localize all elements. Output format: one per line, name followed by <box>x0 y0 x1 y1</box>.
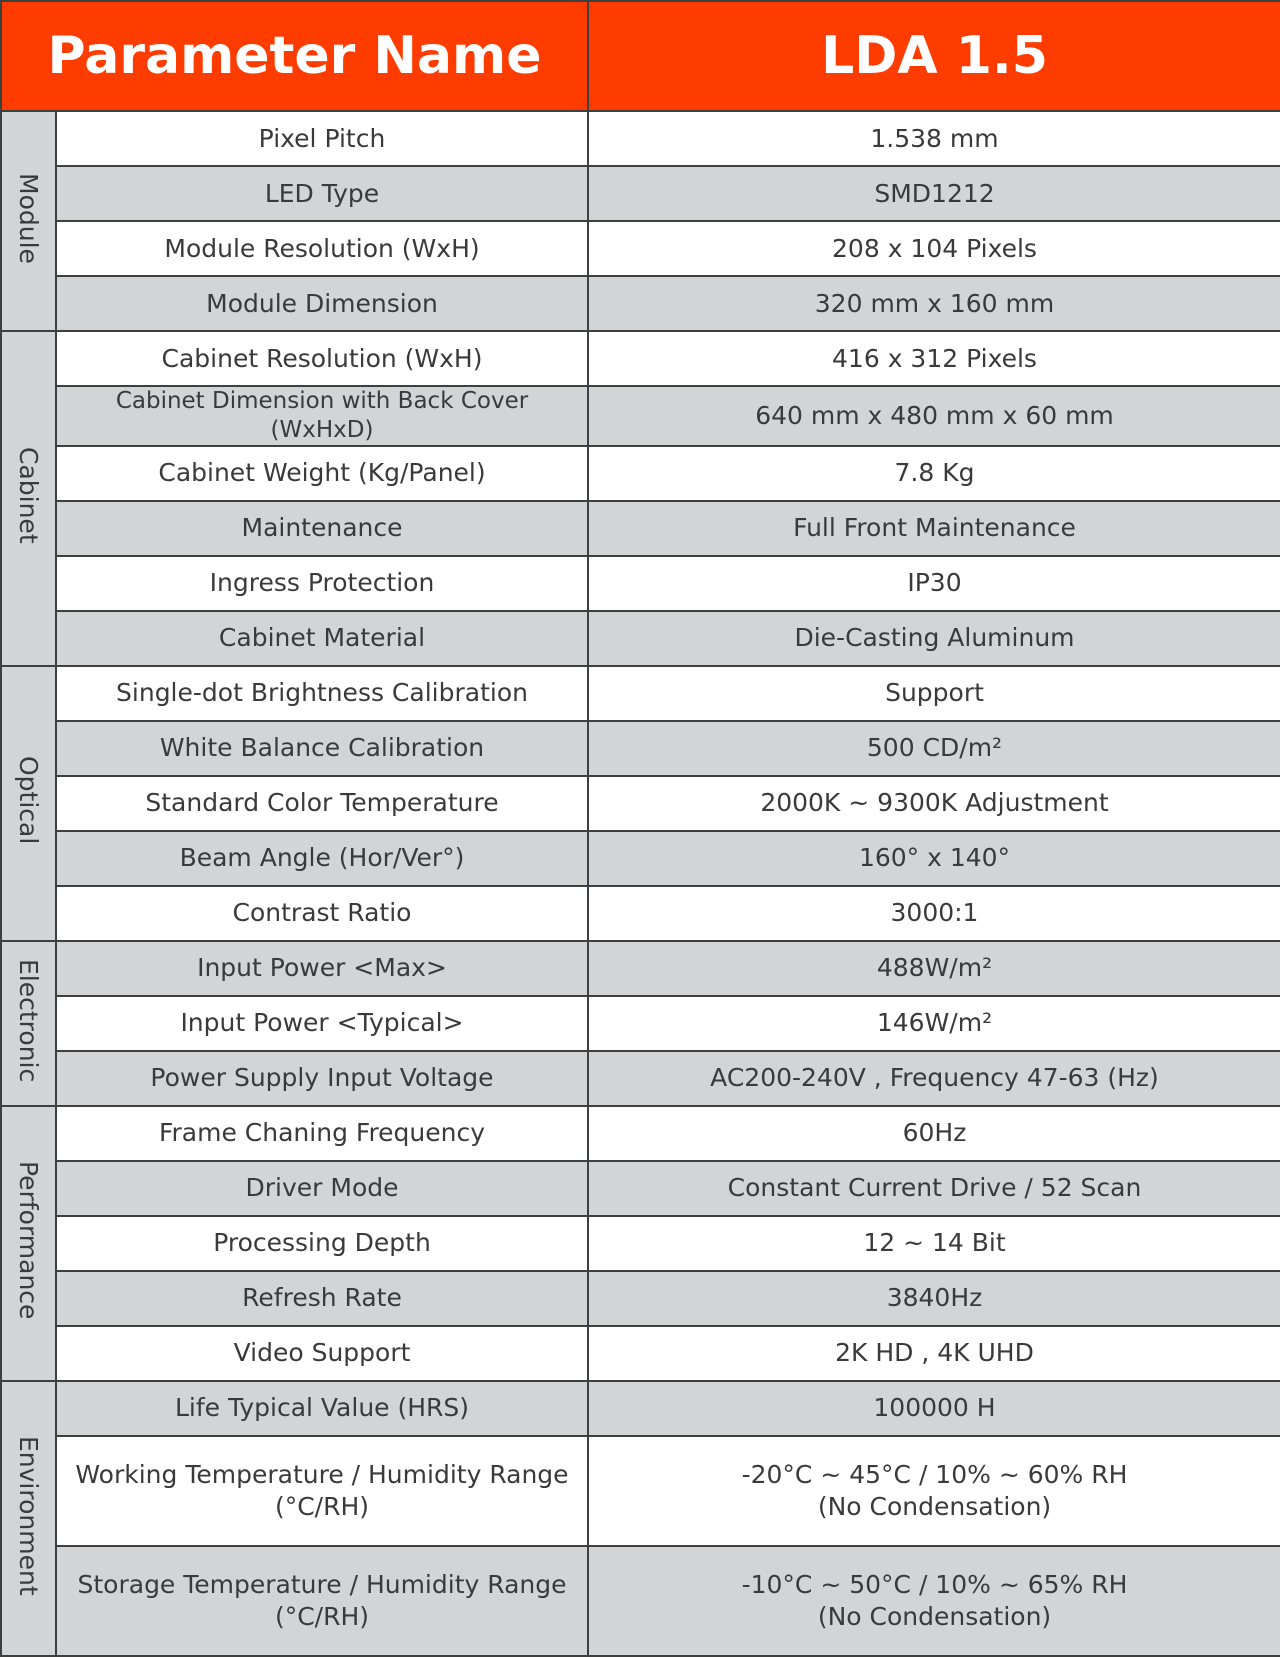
group-label-cabinet: Cabinet <box>14 447 44 545</box>
param-line: (°C/RH) <box>274 1491 370 1521</box>
table-row <box>1 446 1280 501</box>
value-line: -20°C ~ 45°C / 10% ~ 60% RH <box>741 1460 1128 1490</box>
value-cell: 100000 H <box>588 1381 1280 1436</box>
table-row <box>1 831 1280 886</box>
group-label-module: Module <box>14 173 44 264</box>
group-cell-cabinet <box>1 331 56 666</box>
table-row <box>1 166 1280 221</box>
param-cell <box>56 1436 588 1546</box>
value-line: (No Condensation) <box>817 1491 1052 1521</box>
param-cell: LED Type <box>56 166 588 221</box>
param-cell: Module Dimension <box>56 276 588 331</box>
value-cell: 208 x 104 Pixels <box>588 221 1280 276</box>
group-cell-optical <box>1 666 56 941</box>
param-cell: Module Resolution (WxH) <box>56 221 588 276</box>
value-cell: 488W/m² <box>588 941 1280 996</box>
table-row <box>1 1106 1280 1161</box>
value-cell: 640 mm x 480 mm x 60 mm <box>588 386 1280 446</box>
table-row <box>1 1271 1280 1326</box>
value-cell: 3000:1 <box>588 886 1280 941</box>
param-cell: Driver Mode <box>56 1161 588 1216</box>
value-cell: 500 CD/m² <box>588 721 1280 776</box>
param-cell: Cabinet Material <box>56 611 588 666</box>
table-row <box>1 721 1280 776</box>
param-cell: Ingress Protection <box>56 556 588 611</box>
group-cell-environment <box>1 1381 56 1656</box>
param-cell: Life Typical Value (HRS) <box>56 1381 588 1436</box>
param-cell: Contrast Ratio <box>56 886 588 941</box>
param-cell: Cabinet Weight (Kg/Panel) <box>56 446 588 501</box>
group-cell-electronic <box>1 941 56 1106</box>
value-cell: AC200-240V , Frequency 47-63 (Hz) <box>588 1051 1280 1106</box>
value-cell <box>588 1546 1280 1656</box>
table-row <box>1 666 1280 721</box>
value-cell: Support <box>588 666 1280 721</box>
param-cell: Cabinet Resolution (WxH) <box>56 331 588 386</box>
value-cell: 3840Hz <box>588 1271 1280 1326</box>
group-label-performance: Performance <box>14 1161 44 1320</box>
table-row <box>1 556 1280 611</box>
table-row <box>1 276 1280 331</box>
value-cell: Full Front Maintenance <box>588 501 1280 556</box>
value-cell: 2K HD , 4K UHD <box>588 1326 1280 1381</box>
param-cell: White Balance Calibration <box>56 721 588 776</box>
value-cell <box>588 1436 1280 1546</box>
param-line: (°C/RH) <box>274 1601 370 1631</box>
value-cell: 2000K ~ 9300K Adjustment <box>588 776 1280 831</box>
param-cell: Single-dot Brightness Calibration <box>56 666 588 721</box>
table-row <box>1 221 1280 276</box>
value-cell: IP30 <box>588 556 1280 611</box>
group-label-optical: Optical <box>14 756 44 845</box>
param-cell: Beam Angle (Hor/Ver°) <box>56 831 588 886</box>
param-line: Storage Temperature / Humidity Range <box>77 1570 567 1600</box>
param-line: Working Temperature / Humidity Range <box>75 1460 569 1490</box>
table-row <box>1 1546 1280 1656</box>
value-cell: SMD1212 <box>588 166 1280 221</box>
param-cell: Cabinet Dimension with Back Cover (WxHxD) <box>56 386 588 446</box>
param-cell: Standard Color Temperature <box>56 776 588 831</box>
value-cell: Constant Current Drive / 52 Scan <box>588 1161 1280 1216</box>
value-cell: 1.538 mm <box>588 111 1280 166</box>
group-cell-module <box>1 111 56 331</box>
value-cell: 12 ~ 14 Bit <box>588 1216 1280 1271</box>
param-cell: Processing Depth <box>56 1216 588 1271</box>
param-cell: Input Power <Max> <box>56 941 588 996</box>
param-cell: Frame Chaning Frequency <box>56 1106 588 1161</box>
group-label-environment: Environment <box>14 1435 44 1596</box>
parameter-name-header: Parameter Name <box>1 1 588 111</box>
value-cell: 320 mm x 160 mm <box>588 276 1280 331</box>
table-row <box>1 611 1280 666</box>
table-row <box>1 1436 1280 1546</box>
param-cell: Input Power <Typical> <box>56 996 588 1051</box>
param-cell: Refresh Rate <box>56 1271 588 1326</box>
param-cell <box>56 1546 588 1656</box>
table-row <box>1 1381 1280 1436</box>
value-cell: 7.8 Kg <box>588 446 1280 501</box>
table-row <box>1 386 1280 446</box>
table-row <box>1 1216 1280 1271</box>
value-cell: Die-Casting Aluminum <box>588 611 1280 666</box>
table-row <box>1 501 1280 556</box>
table-row <box>1 941 1280 996</box>
table-row <box>1 331 1280 386</box>
value-line: (No Condensation) <box>817 1601 1052 1631</box>
value-cell: 160° x 140° <box>588 831 1280 886</box>
param-cell: Video Support <box>56 1326 588 1381</box>
table-row <box>1 1161 1280 1216</box>
group-cell-performance <box>1 1106 56 1381</box>
value-line: -10°C ~ 50°C / 10% ~ 65% RH <box>741 1570 1128 1600</box>
group-label-electronic: Electronic <box>14 958 44 1083</box>
table-header-row <box>1 1 1280 111</box>
value-cell: 60Hz <box>588 1106 1280 1161</box>
table-row <box>1 996 1280 1051</box>
param-cell: Pixel Pitch <box>56 111 588 166</box>
model-header: LDA 1.5 <box>588 1 1280 111</box>
table-row <box>1 776 1280 831</box>
table-row <box>1 1326 1280 1381</box>
param-cell: Maintenance <box>56 501 588 556</box>
value-cell: 416 x 312 Pixels <box>588 331 1280 386</box>
table-row <box>1 111 1280 166</box>
table-row <box>1 886 1280 941</box>
value-cell: 146W/m² <box>588 996 1280 1051</box>
param-cell: Power Supply Input Voltage <box>56 1051 588 1106</box>
table-row <box>1 1051 1280 1106</box>
